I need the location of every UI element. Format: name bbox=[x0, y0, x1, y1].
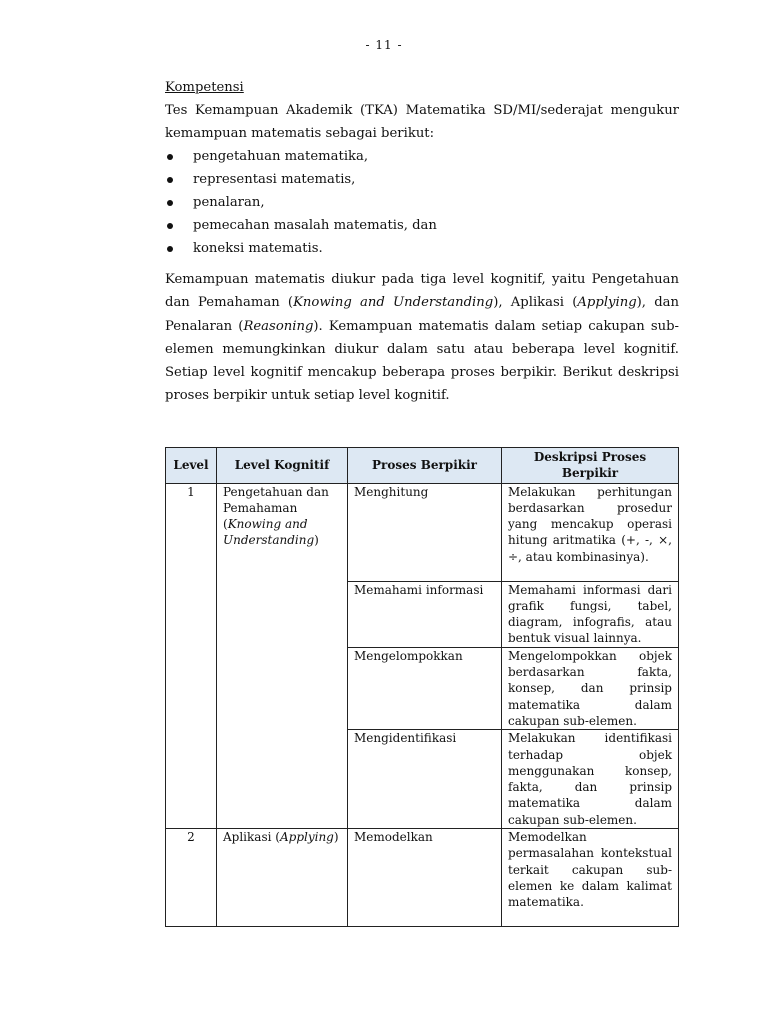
paragraph-text: ), dan Penalaran ( bbox=[165, 295, 680, 334]
paragraph-text: ). Kemampuan matematis dalam setiap cakupan sub-elemen memungkinkan diukur dalam satu atau beberapa level kognitif. Setiap level kognitif mencakup beberapa proses berpikir. Berikut deskripsi proses berpikir untuk setiap level kognitif. bbox=[165, 318, 679, 404]
list-item bbox=[165, 168, 679, 191]
bullet-icon bbox=[167, 246, 173, 252]
page-number: - 11 - bbox=[365, 38, 403, 52]
list-item-text: representasi matematis, bbox=[193, 172, 356, 187]
cognitive-level-paren: ( bbox=[223, 517, 228, 532]
cognitive-level-cell bbox=[217, 829, 348, 927]
competency-list bbox=[165, 145, 679, 260]
cognitive-level-paren: ) bbox=[314, 533, 319, 548]
intro-paragraph: Tes Kemampuan Akademik (TKA) Matematika SD/MI/sederajat mengukur kemampuan matematis sebagai berikut: bbox=[165, 103, 679, 141]
description-cell: Memodelkan permasalahan kontekstual terkait cakupan sub-elemen ke dalam kalimat matematika. bbox=[502, 829, 679, 927]
paragraph-text: Kemampuan matematis diukur pada tiga level kognitif, yaitu Pengetahuan dan Pemahaman ( bbox=[165, 272, 679, 311]
list-item bbox=[165, 237, 679, 260]
description-cell: Mengelompokkan objek berdasarkan fakta, konsep, dan prinsip matematika dalam cakupan sub-elemen. bbox=[502, 647, 679, 729]
description-cell: Melakukan identifikasi terhadap objek menggunakan konsep, fakta, dan prinsip matematika dalam cakupan sub-elemen. bbox=[502, 730, 679, 829]
cognitive-level-name: Aplikasi bbox=[223, 830, 272, 845]
document-body bbox=[165, 76, 679, 408]
list-item-text: koneksi matematis. bbox=[193, 241, 323, 256]
process-cell: Mengelompokkan bbox=[348, 647, 502, 729]
header-thinking-process: Proses Berpikir bbox=[348, 448, 502, 484]
process-cell: Memodelkan bbox=[348, 829, 502, 927]
cognitive-process-table bbox=[165, 447, 679, 927]
list-item-text: pengetahuan matematika, bbox=[193, 149, 369, 164]
cognitive-level-paren: ) bbox=[333, 830, 339, 845]
paragraph-text: ), Aplikasi ( bbox=[493, 295, 578, 311]
level-number-cell: 2 bbox=[166, 829, 217, 927]
list-item-text: pemecahan masalah matematis, dan bbox=[193, 218, 437, 233]
process-cell: Mengidentifikasi bbox=[348, 730, 502, 829]
bullet-icon bbox=[167, 177, 173, 183]
header-cognitive-level: Level Kognitif bbox=[217, 448, 348, 484]
paragraph-term-reasoning: Reasoning bbox=[243, 318, 314, 334]
list-item bbox=[165, 214, 679, 237]
list-item bbox=[165, 191, 679, 214]
cognitive-level-english: Knowing and Understanding bbox=[223, 517, 315, 548]
list-item bbox=[165, 145, 679, 168]
bullet-icon bbox=[167, 154, 173, 160]
level-number-cell: 1 bbox=[166, 483, 217, 828]
description-cell: Memahami informasi dari grafik fungsi, tabel, diagram, infografis, atau bentuk visual lainnya. bbox=[502, 581, 679, 647]
list-item-text: penalaran, bbox=[193, 195, 265, 210]
table-row bbox=[166, 829, 679, 927]
cognitive-level-english: Applying bbox=[279, 830, 334, 845]
cognitive-level-cell bbox=[217, 483, 348, 828]
header-process-description: Deskripsi Proses Berpikir bbox=[502, 448, 679, 484]
process-cell: Menghitung bbox=[348, 483, 502, 581]
paragraph-term-applying: Applying bbox=[577, 295, 637, 311]
description-cell: Melakukan perhitungan berdasarkan prosedur yang mencakup operasi hitung aritmatika (+, -, ×, ÷, atau kombinasinya). bbox=[502, 483, 679, 581]
section-title: Kompetensi bbox=[165, 80, 244, 95]
bullet-icon bbox=[167, 223, 173, 229]
bullet-icon bbox=[167, 200, 173, 206]
process-cell: Memahami informasi bbox=[348, 581, 502, 647]
header-level: Level bbox=[166, 448, 217, 484]
table-header-row bbox=[166, 448, 679, 484]
cognitive-level-paragraph bbox=[165, 268, 679, 408]
cognitive-level-name: Pengetahuan dan Pemahaman bbox=[223, 484, 329, 515]
table-row bbox=[166, 483, 679, 581]
cognitive-level-paren: ( bbox=[275, 830, 280, 845]
paragraph-term-knowing: Knowing and Understanding bbox=[293, 295, 494, 311]
